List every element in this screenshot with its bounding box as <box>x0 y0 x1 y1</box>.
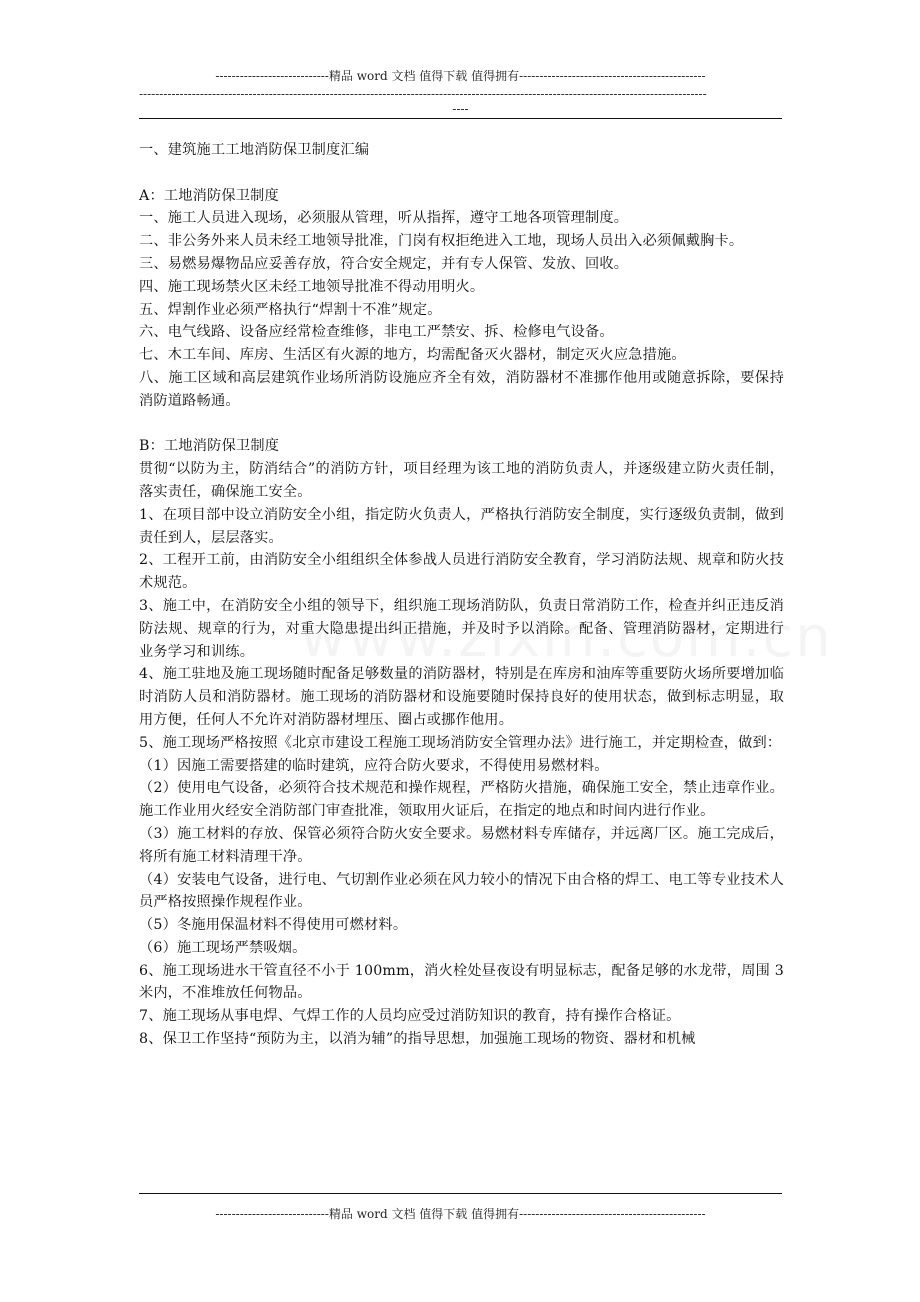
document-body <box>139 139 784 1051</box>
section-b-item: （3）施工材料的存放、保管必须符合防火安全要求。易燃材料专库储存，并远离厂区。施工完成后，将所有施工材料清理干净。 <box>139 825 784 865</box>
section-b-item: （4）安装电气设备，进行电、气切割作业必须在风力较小的情况下由合格的焊工、电工等专业技术人员严格按照操作规程作业。 <box>139 871 784 911</box>
section-b-item: 3、施工中，在消防安全小组的领导下，组织施工现场消防队，负责日常消防工作，检查并纠正违反消防法规、规章的行为，对重大隐患提出纠正措施，并及时予以消除。配备、管理消防器材，定期进行业务学习和训练。 <box>139 597 784 660</box>
section-a-item: 五、焊割作业必须严格执行“焊割十不准”规定。 <box>139 301 442 318</box>
section-b-list <box>139 458 784 1051</box>
section-b-item: 6、施工现场进水干管直径不小于 100mm，消火栓处昼夜设有明显标志，配备足够的水龙带，周围 3 米内，不准堆放任何物品。 <box>139 962 784 1002</box>
header-dash-line: -------------------------------------------------------------------------------------------------------------------------------------------- <box>139 87 707 101</box>
footer-banner: ----------------------------精品 word 文档 值得下载 值得拥有---------------------------------------------- <box>215 1207 706 1221</box>
section-a-list <box>139 207 784 412</box>
section-b-item: （1）因施工需要搭建的临时建筑，应符合防火要求，不得使用易燃材料。 <box>139 757 609 774</box>
spacer <box>139 413 784 436</box>
section-a-item: 六、电气线路、设备应经常检查维修，非电工严禁安、拆、检修电气设备。 <box>139 324 614 341</box>
section-b-item: 8、保卫工作坚持“预防为主，以消为辅”的指导思想，加强施工现场的物资、器材和机械 <box>139 1031 696 1048</box>
section-b-item: 1、在项目部中设立消防安全小组，指定防火负责人，严格执行消防安全制度，实行逐级负责制，做到责任到人，层层落实。 <box>139 506 784 546</box>
section-b-item: （2）使用电气设备，必须符合技术规范和操作规程，严格防火措施，确保施工安全，禁止违章作业。施工作业用火经安全消防部门审查批准，领取用火证后，在指定的地点和时间内进行作业。 <box>139 780 784 820</box>
section-b-item: 贯彻“以防为主，防消结合”的消防方针，项目经理为该工地的消防负责人，并逐级建立防火责任制，落实责任，确保施工安全。 <box>139 461 784 500</box>
section-a-item: 一、施工人员进入现场，必须服从管理，听从指挥，遵守工地各项管理制度。 <box>139 210 629 227</box>
section-a-item: 三、易燃易爆物品应妥善存放，符合安全规定，并有专人保管、发放、回收。 <box>139 255 629 272</box>
section-b-item: 7、施工现场从事电焊、气焊工作的人员均应受过消防知识的教育，持有操作合格证。 <box>139 1008 681 1025</box>
header-banner: ----------------------------精品 word 文档 值得下载 值得拥有---------------------------------------------- <box>215 69 706 83</box>
section-a-item: 四、施工现场禁火区未经工地领导批准不得动用明火。 <box>139 278 485 295</box>
section-b-item: 5、施工现场严格按照《北京市建设工程施工现场消防安全管理办法》进行施工，并定期检查，做到： <box>139 734 782 751</box>
section-b-item: 2、工程开工前，由消防安全小组组织全体参战人员进行消防安全教育，学习消防法规、规章和防火技术规范。 <box>139 552 784 592</box>
section-a-heading: A：工地消防保卫制度 <box>139 187 279 204</box>
header-dash-tail: ---- <box>452 102 469 116</box>
header-rule <box>139 118 782 119</box>
section-b-item: （6）施工现场严禁吸烟。 <box>139 939 307 956</box>
section-a-item: 八、施工区域和高层建筑作业场所消防设施应齐全有效，消防器材不准挪作他用或随意拆除，要保持消防道路畅通。 <box>139 369 784 409</box>
document-title: 一、建筑施工工地消防保卫制度汇编 <box>139 142 370 158</box>
section-b-item: 4、施工驻地及施工现场随时配备足够数量的消防器材，特别是在库房和油库等重要防火场所要增加临时消防人员和消防器材。施工现场的消防器材和设施要随时保持良好的使用状态，做到标志明显，取用方便，任何人不允许对消防器材埋压、圈占或挪作他用。 <box>139 666 784 728</box>
section-a-item: 二、非公务外来人员未经工地领导批准，门岗有权拒绝进入工地，现场人员出入必须佩戴胸卡。 <box>139 233 744 250</box>
section-a-item: 七、木工车间、库房、生活区有火源的地方，均需配备灭火器材，制定灭火应急措施。 <box>139 347 686 364</box>
spacer <box>139 162 784 185</box>
section-b-heading: B：工地消防保卫制度 <box>139 438 280 455</box>
footer-rule <box>139 1193 782 1194</box>
section-b-item: （5）冬施用保温材料不得使用可燃材料。 <box>139 917 408 934</box>
